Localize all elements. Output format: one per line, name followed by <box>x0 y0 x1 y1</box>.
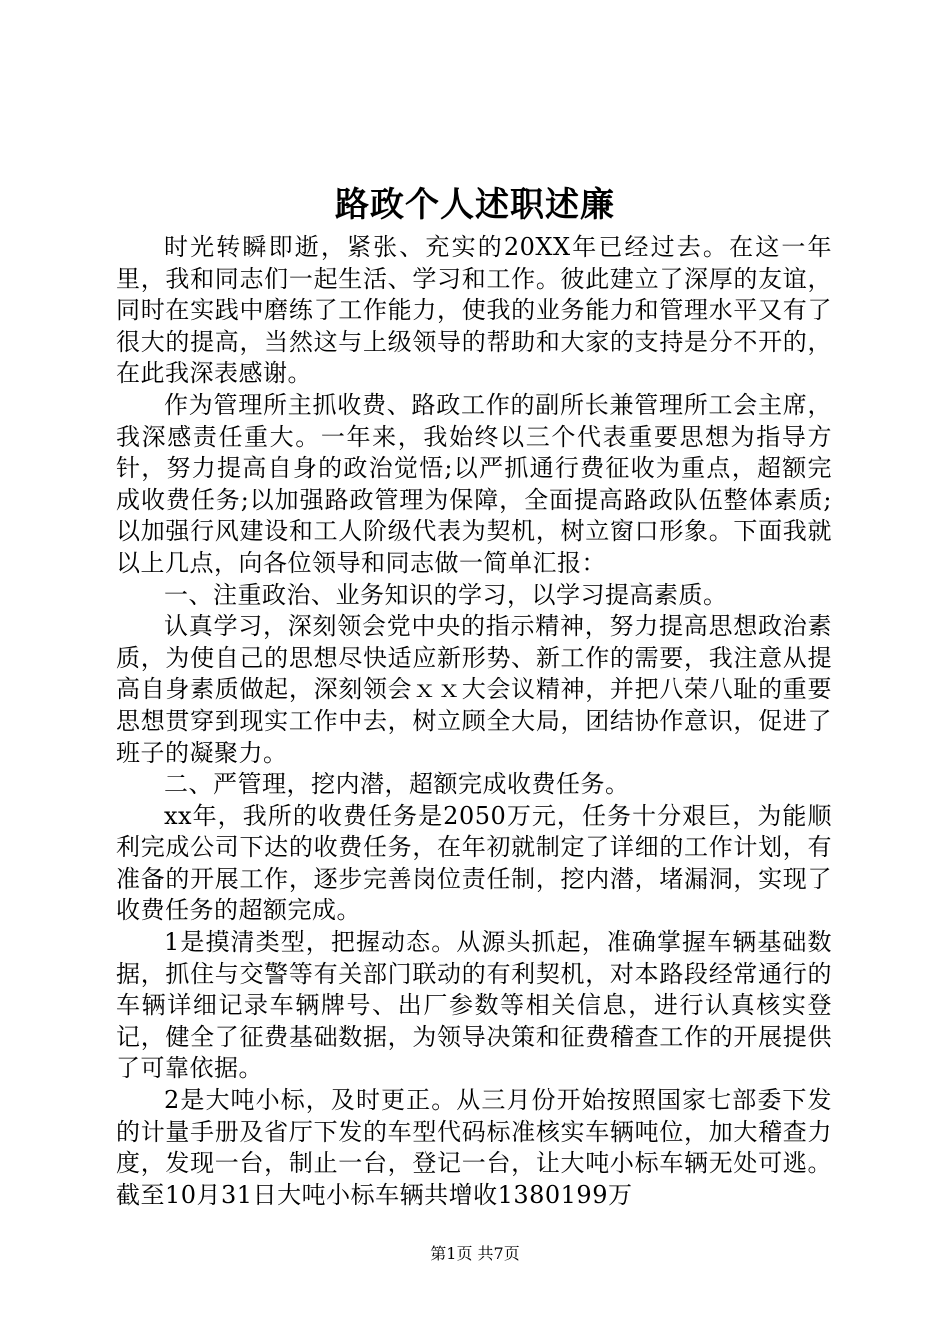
paragraph-intro: 时光转瞬即逝，紧张、充实的20XX年已经过去。在这一年里，我和同志们一起生活、学习和工作。彼此建立了深厚的友谊，同时在实践中磨练了工作能力，使我的业务能力和管理水平又有了很大的提高，当然这与上级领导的帮助和大家的支持是分不开的，在此我深表感谢。 <box>116 233 832 388</box>
paragraph-responsibility: 作为管理所主抓收费、路政工作的副所长兼管理所工会主席，我深感责任重大。一年来，我始终以三个代表重要思想为指导方针，努力提高自身的政治觉悟;以严抓通行费征收为重点，超额完成收费任务;以加强路政管理为保障，全面提高路政队伍整体素质;以加强行风建设和工人阶级代表为契机，树立窗口形象。下面我就以上几点，向各位领导和同志做一简单汇报： <box>116 390 832 577</box>
section-heading-2: 二、严管理，挖内潜，超额完成收费任务。 <box>164 770 630 799</box>
paragraph-toll-task: xx年，我所的收费任务是2050万元，任务十分艰巨，为能顺利完成公司下达的收费任务，在年初就制定了详细的工作计划，有准备的开展工作，逐步完善岗位责任制，挖内潜，堵漏洞，实现了收费任务的超额完成。 <box>116 801 832 925</box>
section-heading-1: 一、注重政治、业务知识的学习，以学习提高素质。 <box>164 580 728 609</box>
paragraph-study: 认真学习，深刻领会党中央的指示精神，努力提高思想政治素质，为使自己的思想尽快适应新形势、新工作的需要，我注意从提高自身素质做起，深刻领会ｘｘ大会议精神，并把八荣八耻的重要思想贯穿到现实工作中去，树立顾全大局，团结协作意识，促进了班子的凝聚力。 <box>116 612 832 767</box>
paragraph-point-1: 1是摸清类型，把握动态。从源头抓起，准确掌握车辆基础数据，抓住与交警等有关部门联动的有利契机，对本路段经常通行的车辆详细记录车辆牌号、出厂参数等相关信息，进行认真核实登记，健全了征费基础数据，为领导决策和征费稽查工作的开展提供了可靠依据。 <box>116 928 832 1083</box>
paragraph-point-2: 2是大吨小标，及时更正。从三月份开始按照国家七部委下发的计量手册及省厅下发的车型代码标准核实车辆吨位，加大稽查力度，发现一台，制止一台，登记一台，让大吨小标车辆无处可逃。截至10月31日大吨小标车辆共增收1380199万 <box>116 1086 832 1209</box>
document-body <box>116 232 832 1211</box>
page-footer: 第1页 共7页 <box>430 1244 520 1263</box>
document-title: 路政个人述职述廉 <box>335 185 615 225</box>
